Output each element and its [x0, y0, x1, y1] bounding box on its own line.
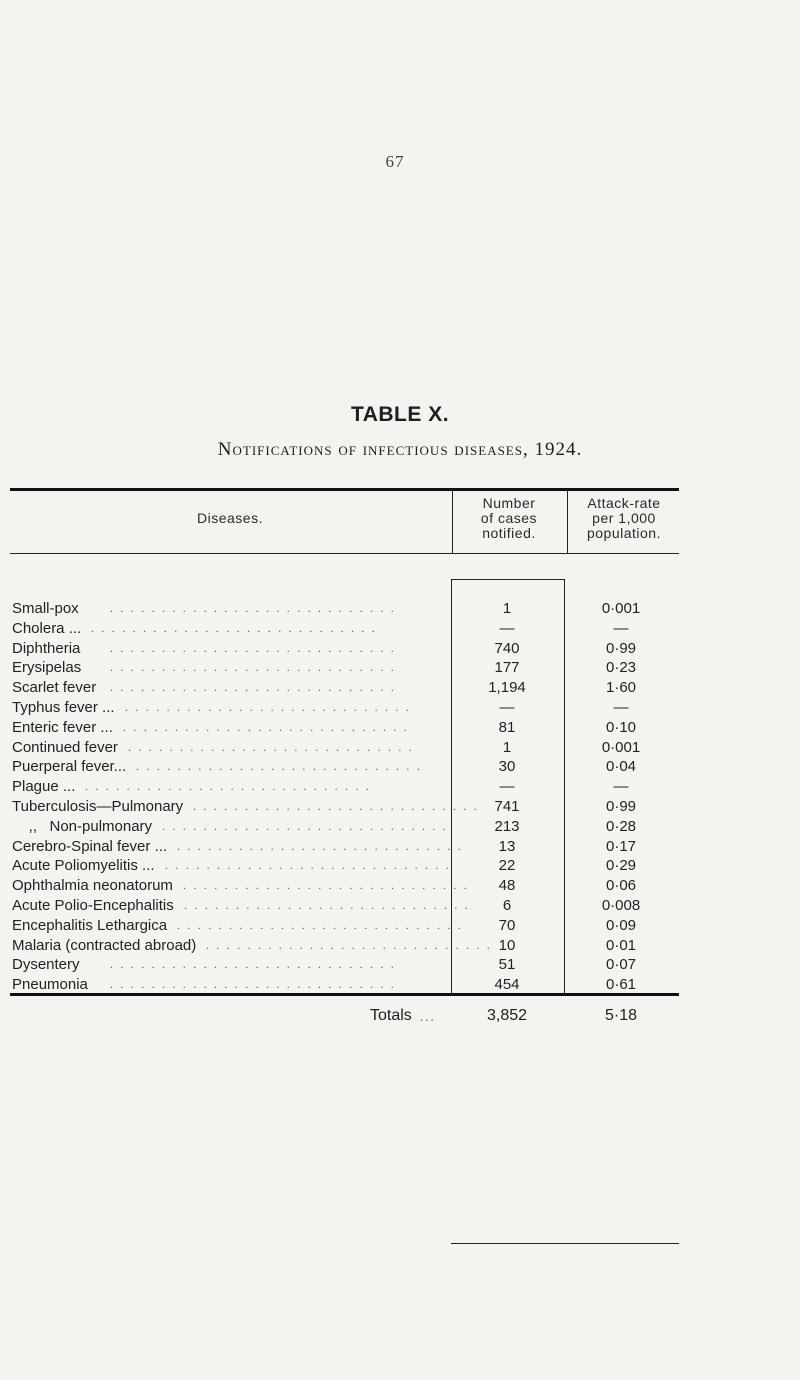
table-row — [0, 936, 800, 956]
cases-count: 30 — [498, 758, 516, 776]
cases-count: — — [499, 778, 515, 796]
table-row — [0, 698, 800, 718]
disease-name: Tuberculosis—Pulmonary — [12, 797, 184, 815]
attack-rate: 0·99 — [605, 639, 637, 657]
attack-rate: 0·07 — [605, 956, 637, 974]
cases-count: — — [499, 619, 515, 637]
table-row — [0, 817, 800, 837]
header-rate-line-2: per 1,000 — [592, 510, 656, 526]
totals-leader-dots: ... — [420, 1009, 436, 1024]
cases-count: 454 — [494, 976, 520, 994]
attack-rate: 0·29 — [605, 857, 637, 875]
table-row — [0, 777, 800, 797]
cases-count: 177 — [494, 659, 520, 677]
header-number — [453, 496, 565, 541]
table-title: TABLE X. — [350, 403, 450, 426]
header-rule — [10, 553, 679, 554]
disease-name: Acute Poliomyelitis ... — [12, 857, 155, 875]
leader-dots: . . . . . . . . . . . . . . . . . . . . . . . . . . . . — [91, 620, 377, 635]
leader-dots: . . . . . . . . . . . . . . . . . . . . . . . . . . . . — [206, 937, 492, 952]
leader-dots: . . . . . . . . . . . . . . . . . . . . . . . . . . . . — [183, 878, 469, 893]
totals-label: Totals — [370, 1007, 412, 1024]
leader-dots: . . . . . . . . . . . . . . . . . . . . . . . . . . . . — [110, 640, 396, 655]
cases-count: 22 — [498, 857, 516, 875]
page-number: 67 — [385, 152, 405, 171]
attack-rate: 0·01 — [605, 936, 637, 954]
cases-count: 740 — [494, 639, 520, 657]
attack-rate: — — [613, 778, 629, 796]
cases-count: 1 — [502, 600, 512, 617]
leader-dots: . . . . . . . . . . . . . . . . . . . . . . . . . . . . — [162, 818, 448, 833]
body-top-rule — [451, 579, 565, 580]
top-rule — [10, 488, 679, 491]
disease-name: Enteric fever ... — [12, 718, 113, 736]
header-rate-line-3: population. — [586, 525, 661, 541]
header-number-line-3: notified. — [482, 525, 536, 541]
leader-dots: . . . . . . . . . . . . . . . . . . . . . . . . . . . . — [177, 838, 463, 853]
disease-name: Diphtheria — [12, 639, 81, 657]
attack-rate: 0·008 — [601, 896, 641, 914]
table-body — [0, 599, 800, 995]
attack-rate: 0·61 — [605, 976, 637, 994]
attack-rate: 0·001 — [601, 600, 641, 617]
disease-name: Erysipelas — [12, 659, 82, 677]
table-row — [0, 599, 800, 619]
table-row — [0, 718, 800, 738]
cases-count: 81 — [498, 718, 516, 736]
disease-name: Pneumonia — [12, 976, 88, 994]
table-row — [0, 896, 800, 916]
cases-count: 6 — [502, 896, 512, 914]
attack-rate: 0·001 — [601, 738, 641, 756]
leader-dots: . . . . . . . . . . . . . . . . . . . . . . . . . . . . — [110, 977, 396, 992]
attack-rate: 0·17 — [605, 837, 637, 855]
table-row — [0, 639, 800, 659]
cases-count: 741 — [494, 797, 520, 815]
table-subtitle: Notifications of infectious diseases, 1924. — [217, 439, 583, 460]
cases-count: — — [499, 698, 515, 716]
table-row — [0, 678, 800, 698]
table-row — [0, 856, 800, 876]
disease-name: Cerebro-Spinal fever ... — [12, 837, 168, 855]
attack-rate: 0·99 — [605, 797, 637, 815]
table-row — [0, 916, 800, 936]
attack-rate: — — [613, 698, 629, 716]
attack-rate: 0·28 — [605, 817, 637, 835]
leader-dots: . . . . . . . . . . . . . . . . . . . . . . . . . . . . — [110, 957, 396, 972]
cases-count: 1 — [502, 738, 512, 756]
cases-count: 48 — [498, 877, 516, 895]
attack-rate: 0·04 — [605, 758, 637, 776]
disease-name: ,, Non-pulmonary — [12, 817, 153, 835]
leader-dots: . . . . . . . . . . . . . . . . . . . . . . . . . . . . — [177, 917, 463, 932]
table-row — [0, 738, 800, 758]
leader-dots: . . . . . . . . . . . . . . . . . . . . . . . . . . . . — [193, 798, 479, 813]
totals-rate: 5·18 — [604, 1007, 638, 1024]
totals-number: 3,852 — [486, 1007, 528, 1024]
leader-dots: . . . . . . . . . . . . . . . . . . . . . . . . . . . . — [123, 719, 409, 734]
leader-dots: . . . . . . . . . . . . . . . . . . . . . . . . . . . . — [125, 699, 411, 714]
cases-count: 13 — [498, 837, 516, 855]
table-row — [0, 955, 800, 975]
leader-dots: . . . . . . . . . . . . . . . . . . . . . . . . . . . . — [110, 660, 396, 675]
leader-dots: . . . . . . . . . . . . . . . . . . . . . . . . . . . . — [110, 680, 396, 695]
leader-dots: . . . . . . . . . . . . . . . . . . . . . . . . . . . . — [85, 779, 371, 794]
cases-count: 70 — [498, 916, 516, 934]
table-row — [0, 757, 800, 777]
attack-rate: — — [613, 619, 629, 637]
leader-dots: . . . . . . . . . . . . . . . . . . . . . . . . . . . . — [110, 601, 396, 615]
disease-name: Cholera ... — [12, 619, 82, 637]
header-diseases: Diseases. — [197, 510, 263, 526]
cases-count: 51 — [498, 956, 516, 974]
header-number-line-1: Number — [482, 495, 536, 511]
disease-name: Plague ... — [12, 778, 76, 796]
table-row — [0, 837, 800, 857]
disease-name: Acute Polio-Encephalitis — [12, 896, 174, 914]
leader-dots: . . . . . . . . . . . . . . . . . . . . . . . . . . . . — [165, 858, 451, 873]
cases-count: 10 — [498, 936, 516, 954]
table-row — [0, 619, 800, 639]
disease-name: Ophthalmia neonatorum — [12, 877, 173, 895]
disease-name: Scarlet fever — [12, 679, 97, 697]
disease-name: Puerperal fever... — [12, 758, 127, 776]
totals-rule — [451, 1243, 679, 1244]
disease-name: Small-pox — [12, 600, 79, 617]
table-row — [0, 975, 800, 995]
disease-name: Dysentery — [12, 956, 80, 974]
disease-name: Continued fever — [12, 738, 118, 756]
table-row — [0, 876, 800, 896]
attack-rate: 0·06 — [605, 877, 637, 895]
cases-count: 1,194 — [488, 679, 526, 697]
attack-rate: 0·10 — [605, 718, 637, 736]
attack-rate: 1·60 — [605, 679, 637, 697]
attack-rate: 0·09 — [605, 916, 637, 934]
leader-dots: . . . . . . . . . . . . . . . . . . . . . . . . . . . . — [136, 759, 422, 774]
header-rate — [568, 496, 680, 541]
leader-dots: . . . . . . . . . . . . . . . . . . . . . . . . . . . . — [184, 897, 470, 912]
header-rate-line-1: Attack-rate — [587, 495, 661, 511]
attack-rate: 0·23 — [605, 659, 637, 677]
leader-dots: . . . . . . . . . . . . . . . . . . . . . . . . . . . . — [128, 739, 414, 754]
disease-name: Encephalitis Lethargica — [12, 916, 168, 934]
cases-count: 213 — [494, 817, 520, 835]
table-row — [0, 658, 800, 678]
header-number-line-2: of cases — [480, 510, 538, 526]
table-row — [0, 797, 800, 817]
disease-name: Typhus fever ... — [12, 698, 115, 716]
disease-name: Malaria (contracted abroad) — [12, 936, 197, 954]
